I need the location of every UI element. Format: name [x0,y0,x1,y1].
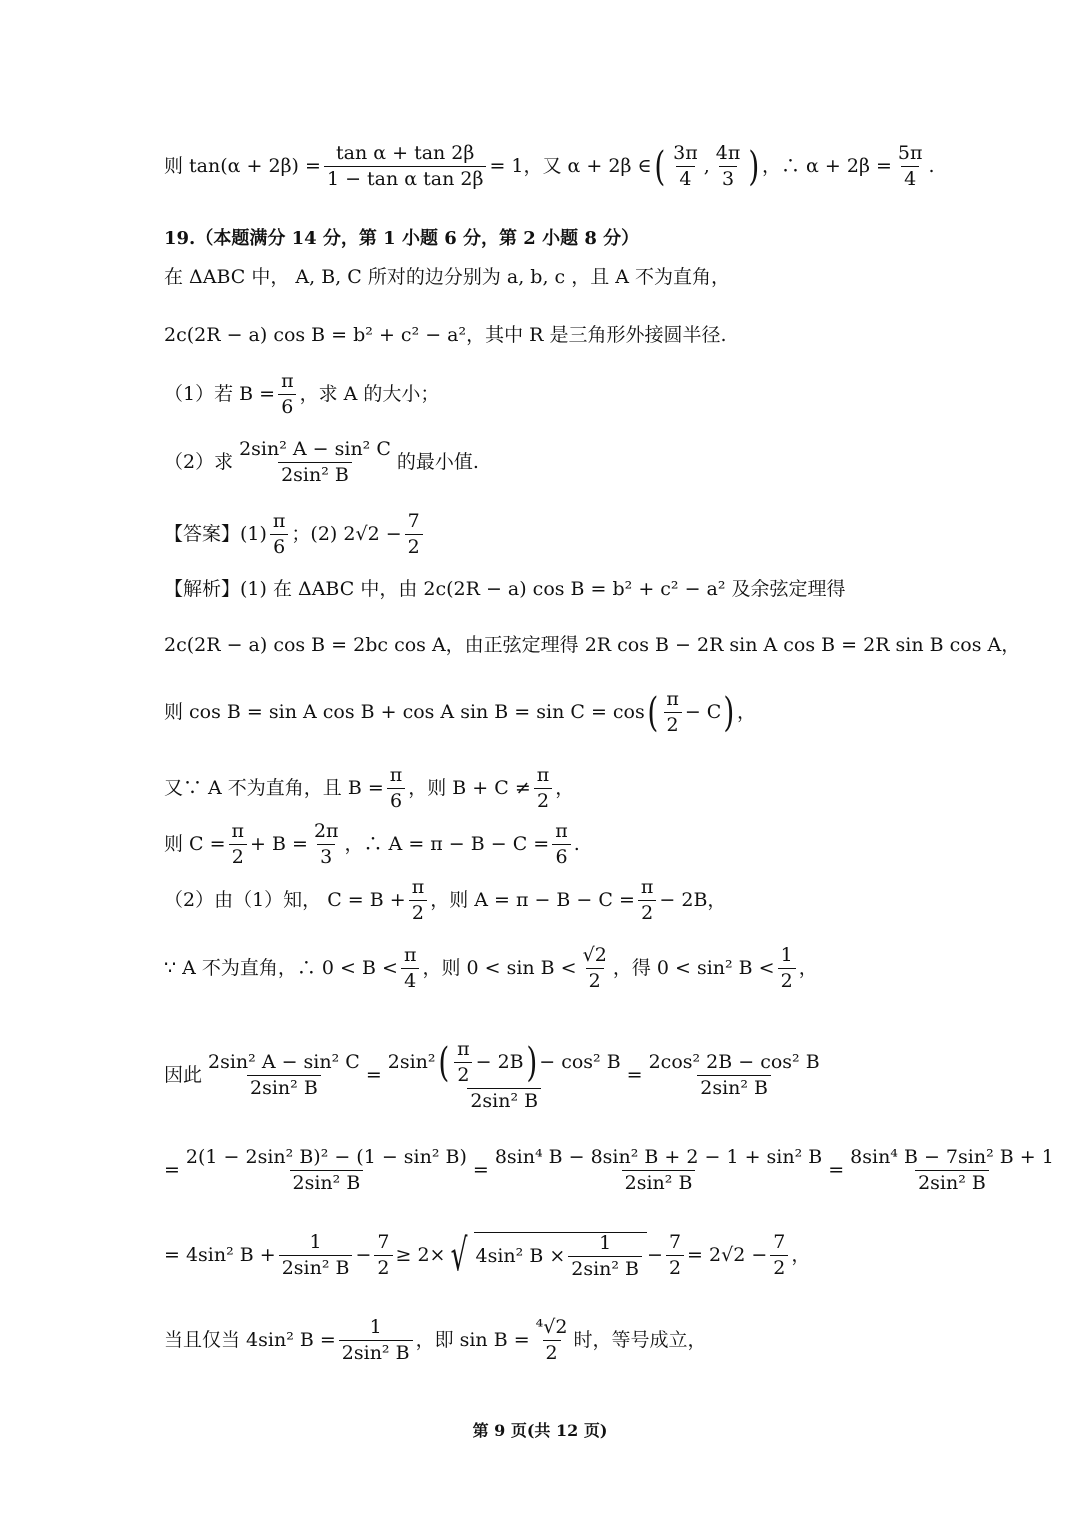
text: , [703,155,710,177]
solution-line-5 [164,822,580,867]
text: （2）由（1）知， C = B + [164,889,406,911]
solution-line-2: 2c(2R − a) cos B = 2bc cos A，由正弦定理得 2R cos B − 2R sin A cos B = 2R sin B cos A， [164,634,1021,656]
problem-statement-line1: 在 ΔABC 中， A, B, C 所对的边分别为 a, b, c ，且 A 不为直角， [164,266,731,288]
tan-sum-line [164,144,935,189]
text: 的最小值. [396,451,479,473]
fraction: $\frac{7}{2}$ [374,1233,392,1278]
text: 【答案】(1) [164,523,267,545]
text: − C [684,701,722,723]
text: 又∵ A 不为直角，且 B = [164,777,384,799]
text: = 1，又 α + 2β ∈ [489,155,652,177]
text: = 4sin² B + [164,1244,276,1266]
text: （2）求 [164,451,234,473]
text: 当且仅当 4sin² B = [164,1329,336,1351]
fraction: $\frac{\text{⁴√2}}{2}$ [535,1316,568,1364]
solution-line-1: 【解析】(1) 在 ΔABC 中，由 2c(2R − a) cos B = b² + c² − a² 及余弦定理得 [164,578,846,600]
text: 则 cos B = sin A cos B + cos A sin B = sin C = cos [164,701,645,723]
text: ， [798,957,818,979]
fraction: $\frac{1}{\text{2sin² B}}$ [339,1318,413,1363]
text: − 2B， [659,889,727,911]
fraction: $\frac{\pi}{2}$ [409,878,428,923]
left-paren: ( [647,689,659,736]
text: ，则 B + C ≠ [408,777,531,799]
solution-line-10 [164,1229,811,1281]
fraction: $\frac{5\pi}{4}$ [897,142,923,190]
fraction: $\frac{7}{2}$ [770,1233,788,1278]
fraction: $\frac{1}{\text{2sin² B}}$ [279,1233,353,1278]
text: 则 C = [164,833,226,855]
fraction: $\frac{4\pi}{3}$ [715,142,741,190]
fraction: $\frac{7}{2}$ [666,1233,684,1278]
text: ，∴ α + 2β = [761,155,892,177]
text: ， [555,777,575,799]
fraction: $\frac{\pi}{2}$ [454,1040,473,1085]
fraction: $\frac{\text{tan α + tan 2β}}{\text{1 − tan α tan 2β}}$ [324,144,487,189]
text: ，得 0 < sin² B < [612,957,775,979]
text: ，即 sin B = [415,1329,530,1351]
text: ∵ A 不为直角，∴ 0 < B < [164,957,398,979]
right-paren: ) [748,143,760,190]
text: = [365,1064,382,1086]
fraction: $\frac{\pi}{6}$ [387,766,406,811]
fraction: $\frac{\text{2cos² 2B − cos² B}}{\text{2sin² B}}$ [648,1051,820,1099]
answer-line [164,512,426,557]
text: 因此 [164,1064,203,1086]
text: . [573,833,580,855]
text: ；(2) 2√2 − [291,523,402,545]
fraction: $\frac{\text{2sin² A − sin² C}}{\text{2sin² B}}$ [208,1051,360,1099]
text: = [472,1159,489,1181]
text: 时，等号成立， [573,1329,707,1351]
question-1 [164,372,439,417]
solution-line-11 [164,1318,706,1363]
solution-line-4 [164,766,574,811]
problem-heading: 19.（本题满分 14 分，第 1 小题 6 分，第 2 小题 8 分） [164,228,640,249]
text: = [626,1064,643,1086]
text: （1）若 B = [164,383,276,405]
fraction: $\frac{\pi}{6}$ [270,512,289,557]
text: ≥ 2× [395,1244,446,1266]
fraction: $\frac{\pi}{2}$ [534,766,553,811]
fraction: $\frac{3\pi}{4}$ [673,142,698,190]
fraction: $\frac{√2}{2}$ [582,944,607,992]
question-2 [164,440,479,485]
text: + B = [250,833,308,855]
solution-line-7 [164,946,818,991]
right-paren: ) [723,689,735,736]
fraction: $\frac{\text{8sin⁴ B − 8sin² B + 2 − 1 + sin² B}}{\text{2sin² B}}$ [494,1146,823,1194]
problem-statement-line2: 2c(2R − a) cos B = b² + c² − a²，其中 R 是三角形外接圆半径. [164,324,727,346]
text: = [828,1159,845,1181]
left-paren: ( [653,143,665,190]
text: = 2√2 − [687,1244,768,1266]
fraction: $\frac{\pi}{4}$ [401,946,420,991]
fraction: $\frac{\text{2sin² A − sin² C}}{\text{2sin² B}}$ [239,438,391,486]
right-paren: ) [525,1039,537,1086]
solution-line-9 [164,1148,1060,1193]
fraction: $\frac{\pi}{2}$ [638,878,657,923]
sqrt-sign: √ [451,1229,468,1281]
fraction: $\frac{\pi}{2}$ [229,822,248,867]
fraction: $\frac{1}{\text{2sin² B}}$ [568,1234,642,1279]
solution-line-3 [164,690,756,735]
fraction: $\frac{\pi}{6}$ [552,822,571,867]
solution-line-6 [164,878,726,923]
text: ， [791,1244,811,1266]
fraction: $\frac{\text{2(1 − 2sin² B)² − (1 − sin² B)}}{\text{2sin² B}}$ [185,1146,467,1194]
text: − [647,1244,663,1266]
text: ，则 A = π − B − C = [430,889,635,911]
solution-line-8 [164,1040,826,1111]
text: = [164,1159,180,1181]
fraction: $\frac{7}{2}$ [405,512,423,557]
text: ，∴ A = π − B − C = [344,833,550,855]
text: ，求 A 的大小； [299,383,440,405]
text: . [928,155,935,177]
text: − [355,1244,372,1266]
fraction: $\frac{2\pi}{3}$ [313,820,339,868]
fraction: $\frac{\text{8sin⁴ B − 7sin² B + 1}}{\text{2sin² B}}$ [850,1146,1054,1194]
fraction: $\frac{\pi}{6}$ [278,372,297,417]
text: 则 tan(α + 2β) = [164,155,321,177]
fraction: 2sin² ( $\frac{\pi}{2}$ − 2B ) − cos² B 2sin² B [387,1038,621,1112]
text: ，则 0 < sin B < [422,957,577,979]
text: ， [736,701,756,723]
sqrt-body: 4sin² B × $\frac{1}{\text{2sin² B}}$ [474,1232,648,1279]
fraction: $\frac{\pi}{2}$ [663,690,682,735]
page-footer: 第 9 页(共 12 页) [472,1421,608,1440]
fraction: $\frac{1}{2}$ [778,946,796,991]
left-paren: ( [437,1039,449,1086]
